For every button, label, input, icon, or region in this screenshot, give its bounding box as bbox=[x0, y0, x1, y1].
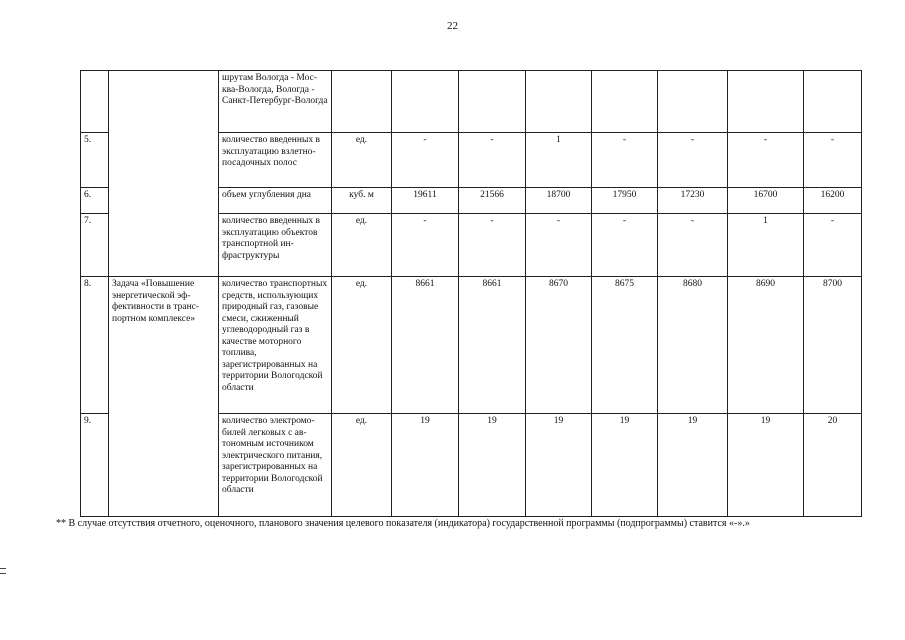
indicator-name: количество транспортных средств, использующих природный газ, газовые смеси, сжиженный углеводородный газ в качестве моторного топлива, зарегистрированных на территории Вологодской области bbox=[219, 277, 332, 414]
row-number: 5. bbox=[81, 133, 109, 188]
unit-cell: куб. м bbox=[332, 188, 392, 214]
row-number: 6. bbox=[81, 188, 109, 214]
value-cell: - bbox=[459, 133, 526, 188]
value-cell: 8680 bbox=[658, 277, 728, 414]
value-cell: 8675 bbox=[592, 277, 658, 414]
row-number bbox=[81, 71, 109, 133]
value-cell: 21566 bbox=[459, 188, 526, 214]
value-cell bbox=[592, 71, 658, 133]
edge-mark bbox=[0, 568, 6, 574]
row-number: 8. bbox=[81, 277, 109, 414]
task-cell: Задача «Повышение энергетической эффективности в транспортном комплексе» bbox=[109, 277, 219, 517]
unit-cell: ед. bbox=[332, 133, 392, 188]
unit-cell: ед. bbox=[332, 214, 392, 277]
value-cell: - bbox=[804, 214, 862, 277]
value-cell bbox=[526, 71, 592, 133]
unit-cell: ед. bbox=[332, 414, 392, 517]
value-cell: 8700 bbox=[804, 277, 862, 414]
value-cell: 19611 bbox=[392, 188, 459, 214]
value-cell: 16700 bbox=[728, 188, 804, 214]
value-cell: 16200 bbox=[804, 188, 862, 214]
value-cell: 1 bbox=[526, 133, 592, 188]
value-cell: - bbox=[459, 214, 526, 277]
value-cell: 18700 bbox=[526, 188, 592, 214]
value-cell: 17950 bbox=[592, 188, 658, 214]
indicator-name: объем углубления дна bbox=[219, 188, 332, 214]
indicator-name: количество введенных в эксплуатацию взлетно-посадочных полос bbox=[219, 133, 332, 188]
value-cell bbox=[804, 71, 862, 133]
table-row bbox=[81, 71, 862, 133]
value-cell: 8690 bbox=[728, 277, 804, 414]
value-cell: - bbox=[592, 214, 658, 277]
value-cell: - bbox=[658, 214, 728, 277]
value-cell: 19 bbox=[526, 414, 592, 517]
value-cell: 1 bbox=[728, 214, 804, 277]
task-cell bbox=[109, 71, 219, 277]
indicators-table bbox=[80, 70, 862, 517]
value-cell: 8670 bbox=[526, 277, 592, 414]
value-cell: 19 bbox=[658, 414, 728, 517]
row-number: 9. bbox=[81, 414, 109, 517]
value-cell: - bbox=[592, 133, 658, 188]
value-cell bbox=[658, 71, 728, 133]
value-cell: 20 bbox=[804, 414, 862, 517]
indicator-name: количество электромобилей легковых с автономным источником электрического питания, зарегистрированных на территории Вологодской области bbox=[219, 414, 332, 517]
value-cell: - bbox=[728, 133, 804, 188]
value-cell: - bbox=[658, 133, 728, 188]
value-cell: - bbox=[526, 214, 592, 277]
value-cell: - bbox=[392, 214, 459, 277]
indicator-name: количество введенных в эксплуатацию объектов транспортной инфраструктуры bbox=[219, 214, 332, 277]
value-cell: - bbox=[804, 133, 862, 188]
row-number: 7. bbox=[81, 214, 109, 277]
unit-cell: ед. bbox=[332, 277, 392, 414]
indicator-name: шрутам Вологда - Москва-Вологда, Вологда - Санкт-Петербург-Вологда bbox=[219, 71, 332, 133]
value-cell: 19 bbox=[459, 414, 526, 517]
footnote: ** В случае отсутствия отчетного, оценочного, планового значения целевого показателя (индикатора) государственной программы (подпрограммы) ставится «-».» bbox=[56, 518, 750, 529]
value-cell: 19 bbox=[592, 414, 658, 517]
value-cell: 19 bbox=[728, 414, 804, 517]
page-number: 22 bbox=[447, 20, 458, 32]
value-cell: 17230 bbox=[658, 188, 728, 214]
table-row bbox=[81, 277, 862, 414]
value-cell bbox=[459, 71, 526, 133]
value-cell bbox=[392, 71, 459, 133]
unit-cell bbox=[332, 71, 392, 133]
value-cell: - bbox=[392, 133, 459, 188]
value-cell bbox=[728, 71, 804, 133]
value-cell: 8661 bbox=[392, 277, 459, 414]
value-cell: 19 bbox=[392, 414, 459, 517]
value-cell: 8661 bbox=[459, 277, 526, 414]
